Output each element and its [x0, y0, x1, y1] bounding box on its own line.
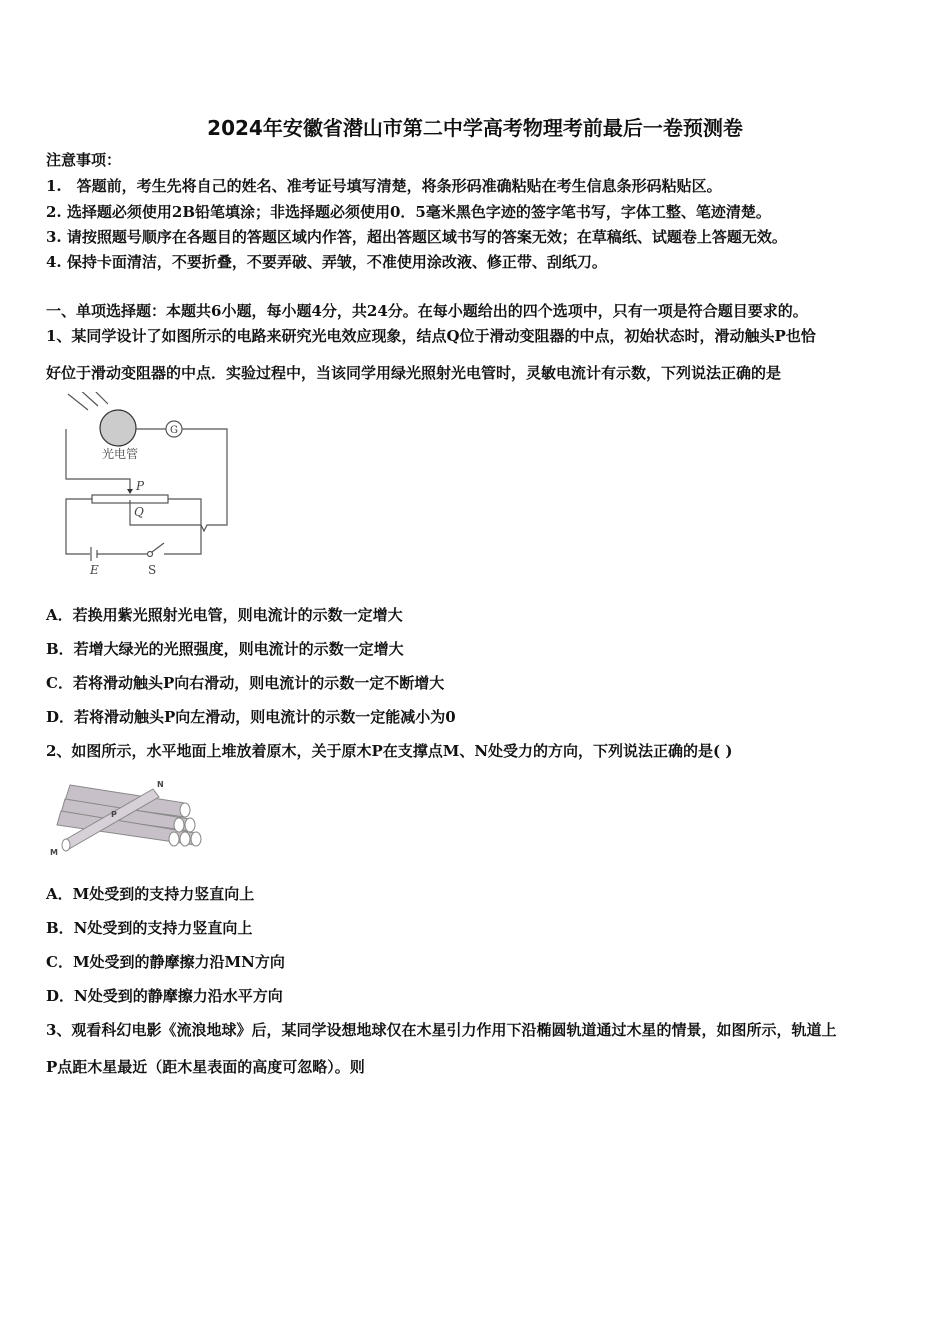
page-title: 2024年安徽省潜山市第二中学高考物理考前最后一卷预测卷 [207, 116, 743, 140]
logs-figure [45, 773, 205, 863]
e-label: E [90, 563, 99, 577]
q1-option-b: B．若增大绿光的光照强度，则电流计的示数一定增大 [46, 640, 404, 658]
q3-stem: P点距木星最近（距木星表面的高度可忽略）。则 [46, 1058, 365, 1076]
q2-stem: 2、如图所示，水平地面上堆放着原木，关于原木P在支撑点M、N处受力的方向，下列说法正确的是( ) [46, 742, 733, 760]
tube-label: 光电管 [102, 447, 139, 461]
notice-item: 3. 请按照题号顺序在各题目的答题区域内作答，超出答题区域书写的答案无效；在草稿纸、试题卷上答题无效。 [46, 228, 787, 246]
p-log-label: P [111, 810, 117, 819]
q1-option-a: A．若换用紫光照射光电管，则电流计的示数一定增大 [46, 606, 403, 624]
q2-option-c: C．M处受到的静摩擦力沿MN方向 [46, 953, 285, 971]
q2-option-d: D．N处受到的静摩擦力沿水平方向 [46, 987, 283, 1005]
q2-option-b: B．N处受到的支持力竖直向上 [46, 919, 253, 937]
q1-option-d: D．若将滑动触头P向左滑动，则电流计的示数一定能减小为0 [46, 708, 456, 726]
notice-item: 1. 答题前，考生先将自己的姓名、准考证号填写清楚，将条形码准确粘贴在考生信息条形码粘贴区。 [46, 177, 722, 195]
q-label: Q [134, 505, 144, 519]
galvanometer-label: G [170, 425, 178, 436]
circuit-diagram [60, 392, 240, 582]
notice-item: 4. 保持卡面清洁，不要折叠，不要弄破、弄皱，不准使用涂改液、修正带、刮纸刀。 [46, 253, 607, 271]
n-label: N [157, 780, 164, 789]
section-heading: 一、单项选择题：本题共6小题，每小题4分，共24分。在每小题给出的四个选项中，只有一项是符合题目要求的。 [46, 302, 808, 320]
q3-stem: 3、观看科幻电影《流浪地球》后，某同学设想地球仅在木星引力作用下沿椭圆轨道通过木星的情景，如图所示，轨道上 [46, 1021, 837, 1039]
notice-heading: 注意事项： [46, 151, 122, 169]
s-label: S [148, 563, 157, 577]
q1-stem: 好位于滑动变阻器的中点．实验过程中，当该同学用绿光照射光电管时，灵敏电流计有示数，下列说法正确的是 [46, 364, 782, 382]
m-label: M [50, 848, 58, 857]
q1-stem: 1、某同学设计了如图所示的电路来研究光电效应现象，结点Q位于滑动变阻器的中点，初始状态时，滑动触头P也恰 [46, 327, 816, 345]
notice-item: 2. 选择题必须使用2B铅笔填涂；非选择题必须使用0．5毫米黑色字迹的签字笔书写，字体工整、笔迹清楚。 [46, 203, 771, 221]
p-label: P [136, 479, 145, 493]
q2-option-a: A．M处受到的支持力竖直向上 [46, 885, 255, 903]
q1-option-c: C．若将滑动触头P向右滑动，则电流计的示数一定不断增大 [46, 674, 445, 692]
